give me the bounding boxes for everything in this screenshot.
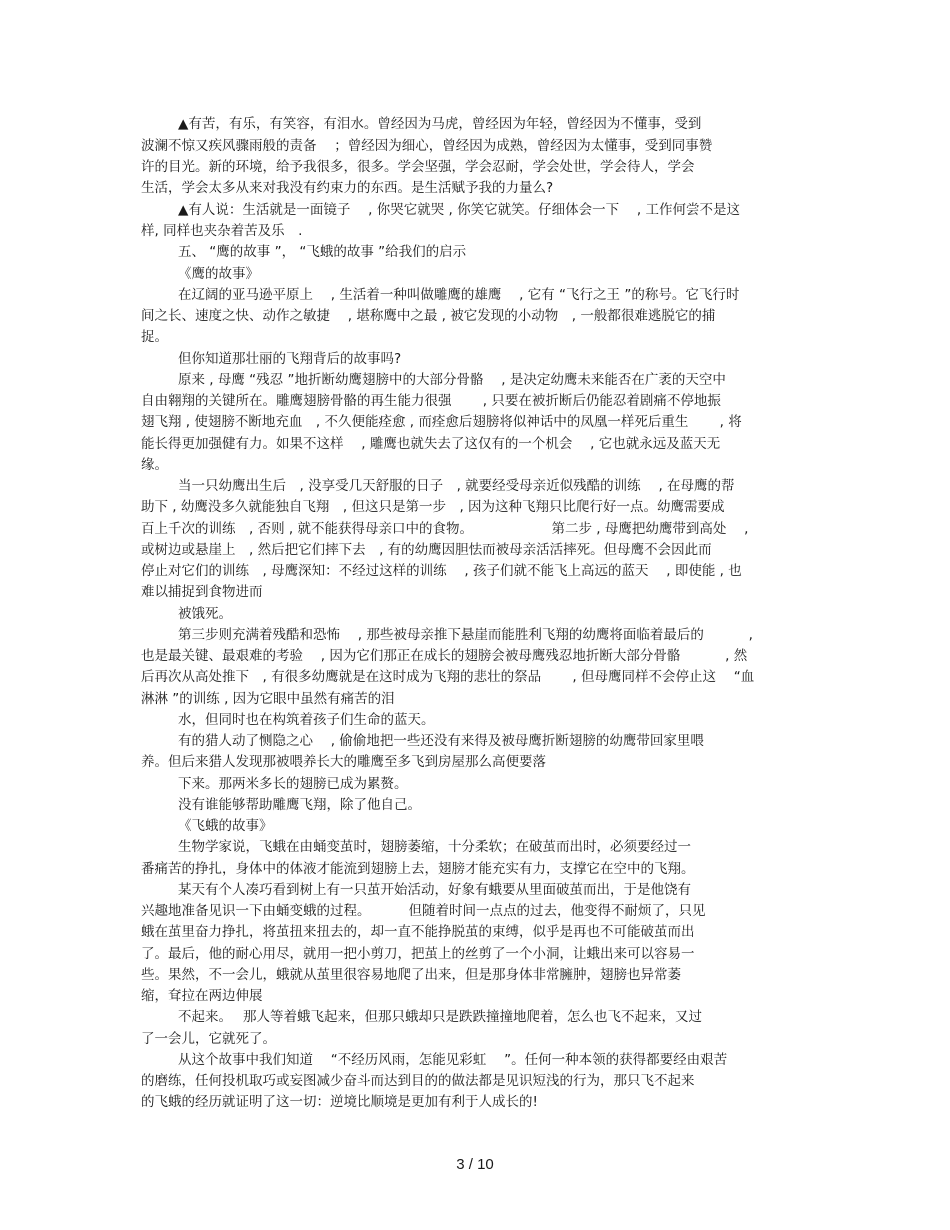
- text-line: 水，但同时也在构筑着孩子们生命的蓝天。: [178, 712, 435, 728]
- text-line: 或树边或悬崖上 , 然后把它们摔下去 , 有的幼鹰因胆怯而被母亲活活摔死。但母鹰不会因此而: [141, 542, 712, 558]
- text-line: 原来 , 母鹰 “残忍 ”地折断幼鹰翅膀中的大部分骨骼 , 是决定幼鹰未来能否在广袤的天空中: [178, 372, 726, 388]
- section-heading: 五、 “鹰的故事 ”， “飞蛾的故事 ”给我们的启示: [178, 244, 467, 260]
- text-line: 第三步则充满着残酷和恐怖 , 那些被母亲推下悬崖而能胜利飞翔的幼鹰将面临着最后的 ,: [178, 627, 753, 643]
- text-line: 但你知道那壮丽的飞翔背后的故事吗?: [178, 351, 402, 367]
- text-line: 番痛苦的挣扎，身体中的体液才能流到翅膀上去，翅膀才能充实有力，支撑它在空中的飞翔。: [141, 861, 695, 877]
- text-line: 不起来。 那人等着蛾飞起来，但那只蛾却只是跌跌撞撞地爬着，怎么也飞不起来，又过: [178, 1009, 703, 1025]
- text-line: 缘。: [141, 457, 168, 473]
- text-line: 蛾在茧里奋力挣扎，将茧扭来扭去的，却一直不能挣脱茧的束缚，似乎是再也不可能破茧而出: [141, 924, 695, 940]
- text-line: 没有谁能够帮助雕鹰飞翔，除了他自己。: [178, 797, 421, 813]
- text-line: 后再次从高处推下 , 有很多幼鹰就是在这时成为飞翔的悲壮的祭品 , 但母鹰同样不会停止这 “血: [141, 669, 755, 685]
- text-line: 有的猎人动了恻隐之心 , 偷偷地把一些还没有来得及被母鹰折断翅膀的幼鹰带回家里喂: [178, 733, 704, 749]
- text-line: 生活，学会太多从来对我没有约束力的东西。是生活赋予我的力量么?: [141, 180, 554, 196]
- text-line: 间之长、速度之快、动作之敏捷 , 堪称鹰中之最 , 被它发现的小动物 , 一般都很难逃脱它的捕: [141, 308, 716, 324]
- text-line: 了一会儿，它就死了。: [141, 1031, 276, 1047]
- text-line: 被饿死。: [178, 606, 232, 622]
- text-line: 的磨练，任何投机取巧或妄图减少奋斗而达到目的的做法都是见识短浅的行为，那只飞不起来: [141, 1073, 695, 1089]
- text-line: 从这个故事中我们知道 “不经历风雨，怎能见彩虹 ”。任何一种本领的获得都要经由艰苦: [178, 1052, 728, 1068]
- text-line: 某天有个人凑巧看到树上有一只茧开始活动，好象有蛾要从里面破茧而出，于是他饶有: [178, 882, 691, 898]
- text-line: 捉。: [141, 329, 168, 345]
- text-line: 难以捕捉到食物进而: [141, 584, 263, 600]
- text-line: 翅飞翔 , 使翅膀不断地充血 , 不久便能痊愈 , 而痊愈后翅膀将似神话中的凤凰一样死后重生 , 将: [141, 414, 742, 430]
- text-line: 缩，耷拉在两边伸展: [141, 988, 263, 1004]
- text-line: 淋淋 ”的训练 , 因为它眼中虽然有痛苦的泪: [141, 691, 395, 707]
- text-line: ▲有人说：生活就是一面镜子 , 你哭它就哭 , 你笑它就笑。仔细体会一下 , 工作何尝不是这: [178, 202, 741, 218]
- text-line: 养。但后来猎人发现那被喂养长大的雕鹰至多飞到房屋那么高便要落: [141, 754, 546, 770]
- text-line: 的飞蛾的经历就证明了这一切：逆境比顺境是更加有利于人成长的!: [141, 1094, 538, 1110]
- text-line: 样, 同样也夹杂着苦及乐 .: [141, 223, 303, 239]
- text-line: 停止对它们的训练 , 母鹰深知：不经过这样的训练 , 孩子们就不能飞上高远的蓝天 , 即使能 , 也: [141, 563, 742, 579]
- page-number: 3 / 10: [456, 1156, 494, 1173]
- text-line: 许的目光。新的环境，给予我很多，很多。学会坚强，学会忍耐，学会处世，学会待人，学会: [141, 159, 695, 175]
- story-title: 《飞蛾的故事》: [178, 818, 273, 834]
- text-line: 也是最关键、最艰难的考验 , 因为它们那正在成长的翅膀会被母鹰残忍地折断大部分骨骼 , 然: [141, 648, 748, 664]
- text-line: 自由翱翔的关键所在。雕鹰翅膀骨骼的再生能力很强 , 只要在被折断后仍能忍着剧痛不停地振: [141, 393, 721, 409]
- story-title: 《鹰的故事》: [178, 266, 259, 282]
- text-line: 百上千次的训练 , 否则 , 就不能获得母亲口中的食物。 第二步 , 母鹰把幼鹰带到高处 ,: [141, 521, 749, 537]
- text-line: 助下 , 幼鹰没多久就能独自飞翔 , 但这只是第一步 , 因为这种飞翔只比爬行好一点。幼鹰需要成: [141, 499, 725, 515]
- text-line: 了。最后，他的耐心用尽，就用一把小剪刀，把茧上的丝剪了一个小洞，让蛾出来可以容易一: [141, 946, 695, 962]
- text-line: 能长得更加强健有力。如果不这样 , 雕鹰也就失去了这仅有的一个机会 , 它也就永远及蓝天无: [141, 436, 721, 452]
- text-line: 生物学家说，飞蛾在由蛹变茧时，翅膀萎缩，十分柔软；在破茧而出时，必须要经过一: [178, 839, 691, 855]
- text-line: 下来。那两米多长的翅膀已成为累赘。: [178, 776, 408, 792]
- text-line: ▲有苦，有乐，有笑容，有泪水。曾经因为马虎，曾经因为年轻，曾经因为不懂事，受到: [178, 116, 702, 132]
- text-line: 兴趣地准备见识一下由蛹变蛾的过程。 但随着时间一点点的过去，他变得不耐烦了，只见: [141, 903, 706, 919]
- text-line: 些。果然，不一会儿，蛾就从茧里很容易地爬了出来，但是那身体非常臃肿，翅膀也异常萎: [141, 967, 681, 983]
- text-line: 在辽阔的亚马逊平原上 , 生活着一种叫做雕鹰的雄鹰 , 它有 “飞行之王 ”的称号。它飞行时: [178, 287, 740, 303]
- text-line: 波澜不惊又疾风骤雨般的责备 ；曾经因为细心，曾经因为成熟，曾经因为太懂事，受到同事赞: [141, 138, 713, 154]
- text-line: 当一只幼鹰出生后 , 没享受几天舒服的日子 , 就要经受母亲近似残酷的训练 , 在母鹰的帮: [178, 478, 735, 494]
